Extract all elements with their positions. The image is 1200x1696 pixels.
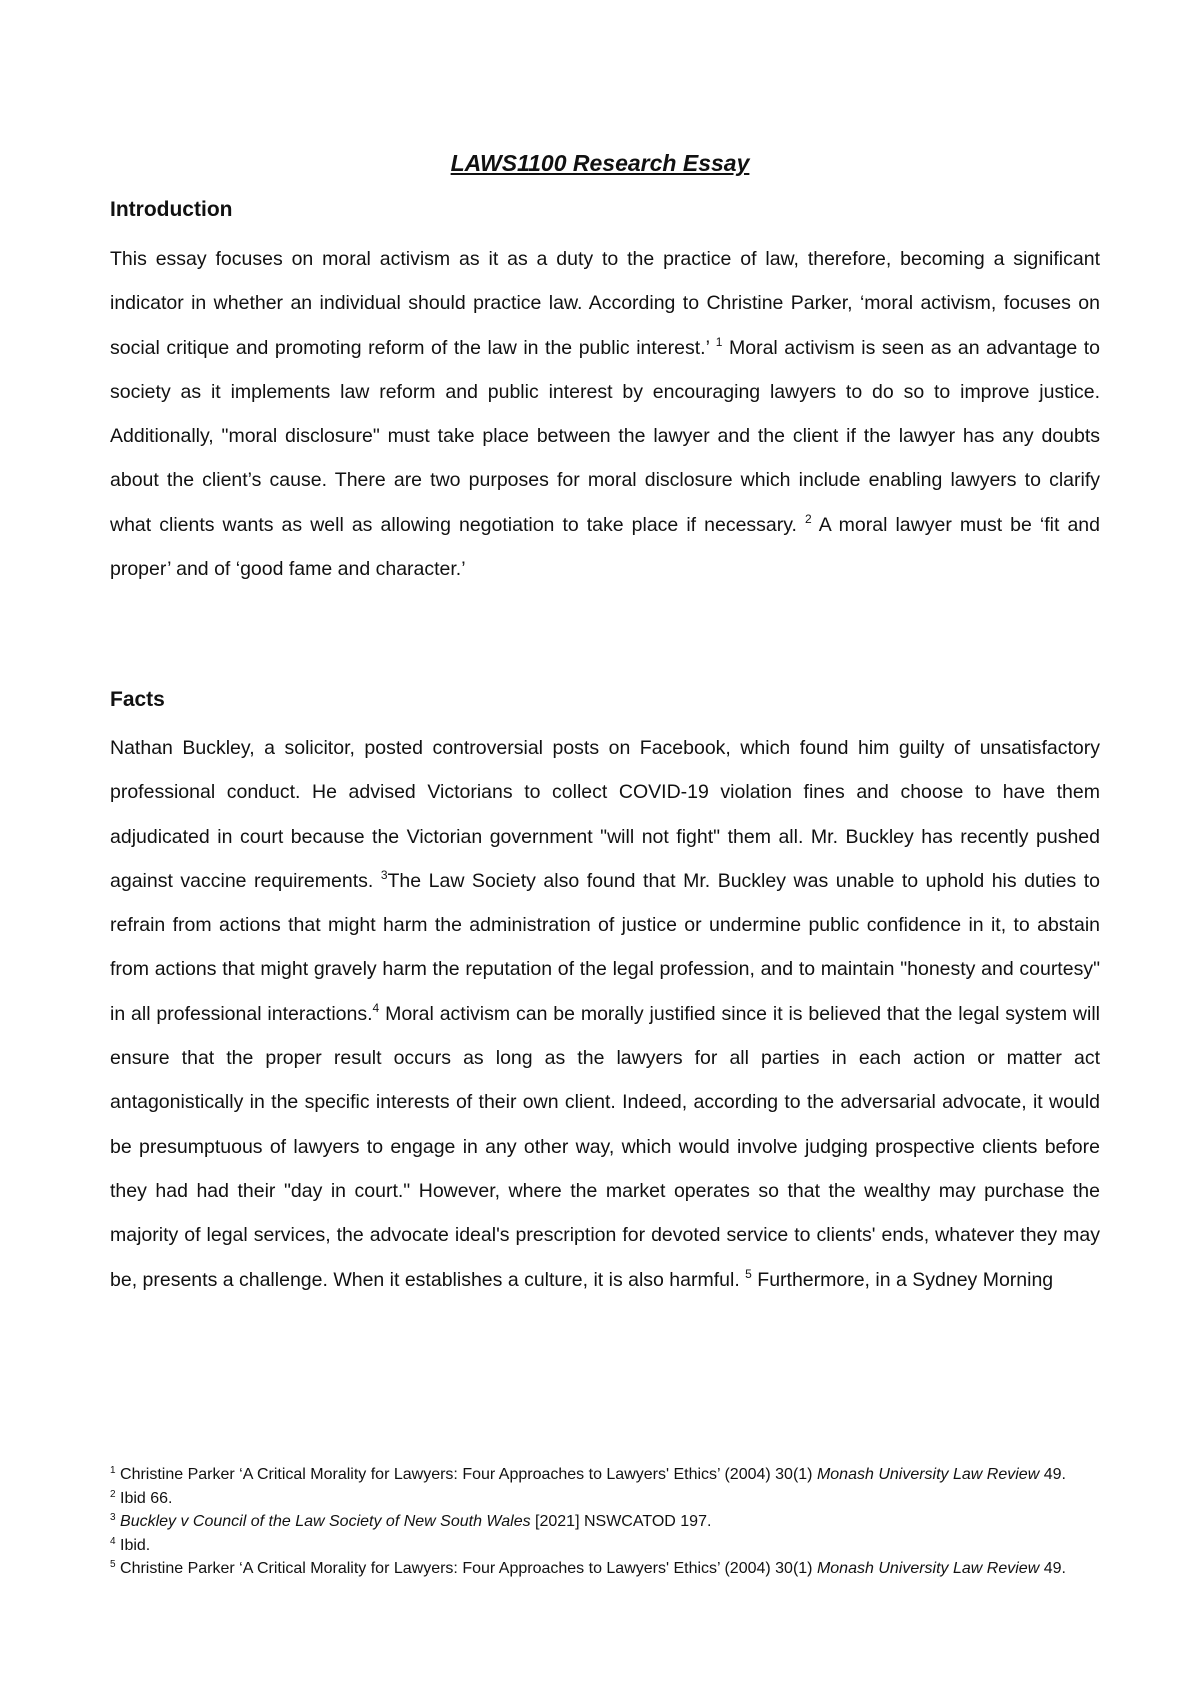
intro-text-3: A moral lawyer must be ‘fit and proper’ and of ‘good fame and character.’ bbox=[110, 513, 1100, 581]
footnote bbox=[110, 1557, 1100, 1581]
introduction-heading: Introduction bbox=[110, 198, 233, 221]
footnote-number: 2 bbox=[110, 1488, 116, 1500]
footnote-text: Christine Parker ‘A Critical Morality for Lawyers: Four Approaches to Lawyers' Ethics’ (2004) 30(1) bbox=[115, 1560, 817, 1577]
intro-text-1: This essay focuses on moral activism as it as a duty to the practice of law, therefore, becoming a significant indicator in whether an individual should practice law. According to Christine Parker, ‘moral activism, focuses on social critique and promoting reform of the law in the public interest.’ bbox=[110, 248, 1100, 359]
footnote-number: 4 bbox=[110, 1535, 116, 1547]
essay-title: LAWS1100 Research Essay bbox=[450, 150, 750, 176]
footnote-text: [2021] NSWCATOD 197. bbox=[530, 1513, 712, 1530]
footnote-ref-5: 5 bbox=[745, 1266, 752, 1281]
footnote-text: Ibid. bbox=[115, 1536, 151, 1554]
facts-text-3: Moral activism can be morally justified since it is believed that the legal system will ensure that the proper result occurs as long as the lawyers for all parties in each action or matter act antagonistically in the specific interests of their own client. Indeed, according to the adversarial advocate, it would be presumptuous of lawyers to engage in any other way, which would involve judging prospective clients before they had had their "day in court." However, where the market operates so that the wealthy may purchase the majority of legal services, the advocate ideal's prescription for devoted service to clients' ends, whatever they may be, presents a challenge. When it establishes a culture, it is also harmful. bbox=[110, 1002, 1100, 1291]
footnote bbox=[110, 1510, 1100, 1534]
footnote-number: 1 bbox=[110, 1465, 116, 1476]
facts-paragraph bbox=[110, 726, 1100, 1302]
facts-text-4: Furthermore, in a Sydney Morning bbox=[751, 1268, 1054, 1291]
footnote-ref-4: 4 bbox=[372, 1000, 380, 1015]
footnote-number: 3 bbox=[110, 1512, 116, 1523]
facts-text-2: The Law Society also found that Mr. Buckley was unable to uphold his duties to refrain from actions that might harm the administration of justice or undermine public confidence in it, to abstain from actions that might gravely harm the reputation of the legal profession, and to maintain "honesty and courtesy" in all professional interactions. bbox=[110, 869, 1100, 1025]
footnote-italic: Monash University Law Review bbox=[816, 1560, 1040, 1577]
footnote bbox=[110, 1487, 1100, 1511]
introduction-paragraph bbox=[110, 237, 1100, 591]
footnote-ref-2: 2 bbox=[805, 511, 812, 526]
footnotes-list bbox=[110, 1463, 1100, 1581]
footnote-ref-1: 1 bbox=[715, 334, 723, 349]
footnote-text: Christine Parker ‘A Critical Morality for Lawyers: Four Approaches to Lawyers' Ethics’ (2004) 30(1) bbox=[115, 1466, 817, 1483]
footnote-ref-3: 3 bbox=[380, 867, 388, 882]
footnote-italic: Monash University Law Review bbox=[816, 1466, 1040, 1483]
facts-heading: Facts bbox=[110, 688, 165, 711]
footnote-text: 49. bbox=[1039, 1560, 1066, 1577]
footnote-number: 5 bbox=[110, 1559, 116, 1570]
footnote-text: 49. bbox=[1039, 1466, 1066, 1483]
footnote bbox=[110, 1534, 1100, 1558]
facts-text-1: Nathan Buckley, a solicitor, posted controversial posts on Facebook, which found him guilty of unsatisfactory professional conduct. He advised Victorians to collect COVID-19 violation fines and choose to have them adjudicated in court because the Victorian government "will not fight" them all. Mr. Buckley has recently pushed against vaccine requirements. bbox=[110, 737, 1100, 892]
footnote bbox=[110, 1463, 1100, 1487]
footnote-italic: Buckley v Council of the Law Society of New South Wales bbox=[120, 1513, 531, 1530]
intro-text-2: Moral activism is seen as an advantage to society as it implements law reform and public interest by encouraging lawyers to do so to improve justice. Additionally, "moral disclosure" must take place between the lawyer and the client if the lawyer has any doubts about the client’s cause. There are two purposes for moral disclosure which include enabling lawyers to clarify what clients wants as well as allowing negotiation to take place if necessary. bbox=[110, 336, 1101, 536]
footnote-text: Ibid 66. bbox=[115, 1489, 173, 1507]
